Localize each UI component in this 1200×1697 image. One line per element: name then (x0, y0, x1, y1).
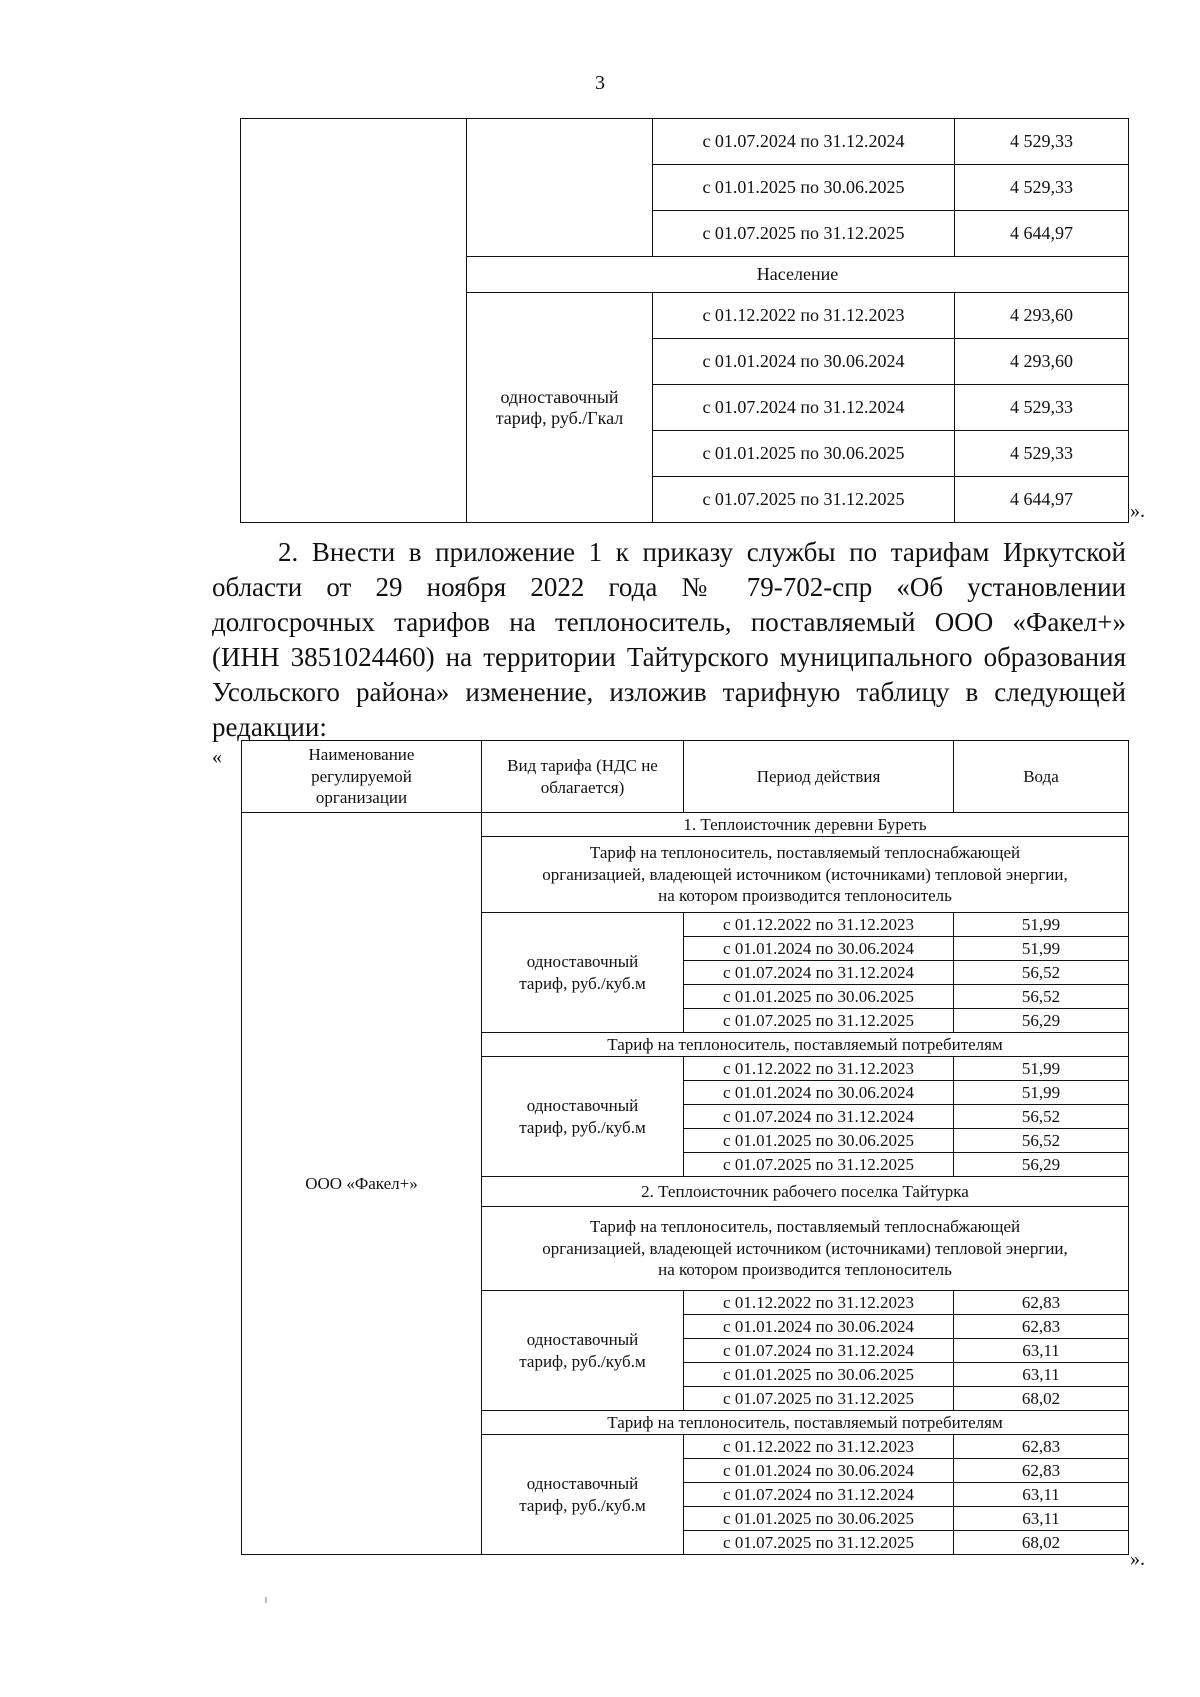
closing-quote: ». (1130, 500, 1145, 522)
period-cell: с 01.12.2022 по 31.12.2023 (684, 1435, 954, 1459)
value-cell: 56,52 (954, 1105, 1129, 1129)
value-cell: 4 293,60 (955, 293, 1129, 339)
period-cell: с 01.07.2024 по 31.12.2024 (653, 385, 955, 431)
value-cell: 63,11 (954, 1339, 1129, 1363)
period-cell: с 01.01.2024 по 30.06.2024 (653, 339, 955, 385)
value-cell: 51,99 (954, 1057, 1129, 1081)
period-cell: с 01.07.2024 по 31.12.2024 (684, 1339, 954, 1363)
org-name-cell: ООО «Факел+» (242, 813, 482, 1555)
value-cell: 62,83 (954, 1459, 1129, 1483)
period-cell: с 01.07.2024 по 31.12.2024 (684, 961, 954, 985)
value-cell: 51,99 (954, 1081, 1129, 1105)
value-cell: 4 529,33 (955, 431, 1129, 477)
period-cell: с 01.07.2024 по 31.12.2024 (653, 119, 955, 165)
period-cell: с 01.07.2025 по 31.12.2025 (684, 1153, 954, 1177)
header-period: Период действия (684, 741, 954, 813)
header-type: Вид тарифа (НДС не облагается) (482, 741, 684, 813)
value-cell: 63,11 (954, 1363, 1129, 1387)
period-cell: с 01.07.2025 по 31.12.2025 (684, 1531, 954, 1555)
value-cell: 63,11 (954, 1507, 1129, 1531)
value-cell: 4 529,33 (955, 119, 1129, 165)
value-cell: 4 644,97 (955, 477, 1129, 523)
period-cell: с 01.01.2025 по 30.06.2025 (653, 431, 955, 477)
closing-quote: ». (1130, 1548, 1145, 1570)
value-cell: 56,52 (954, 1129, 1129, 1153)
value-cell: 56,52 (954, 961, 1129, 985)
value-cell: 4 529,33 (955, 385, 1129, 431)
period-cell: с 01.12.2022 по 31.12.2023 (684, 913, 954, 937)
value-cell: 68,02 (954, 1531, 1129, 1555)
period-cell: с 01.12.2022 по 31.12.2023 (653, 293, 955, 339)
page-number: 3 (595, 72, 605, 94)
period-cell: с 01.01.2024 по 30.06.2024 (684, 1315, 954, 1339)
tariff-type-cell: одноставочный тариф, руб./куб.м (482, 913, 684, 1033)
value-cell: 62,83 (954, 1435, 1129, 1459)
header-water: Вода (954, 741, 1129, 813)
amendment-paragraph: 2. Внести в приложение 1 к приказу службы по тарифам Иркутской области от 29 ноября 2022 года № 79-702-спр «Об установлении долгосрочных тарифов на теплоноситель, поставляемый ООО «Факел+» (ИНН 3851024460) на территории Тайтурского муниципального образования Усольского района» изменение, изложив тарифную таблицу в следующей редакции: (212, 537, 1126, 742)
period-cell: с 01.07.2025 по 31.12.2025 (684, 1387, 954, 1411)
value-cell: 68,02 (954, 1387, 1129, 1411)
tariff-table-water (241, 740, 1129, 1555)
org-cell-empty (241, 119, 467, 523)
period-cell: с 01.01.2025 по 30.06.2025 (684, 1363, 954, 1387)
value-cell: 62,83 (954, 1291, 1129, 1315)
period-cell: с 01.07.2025 по 31.12.2025 (653, 211, 955, 257)
period-cell: с 01.01.2025 по 30.06.2025 (684, 1507, 954, 1531)
period-cell: с 01.01.2024 по 30.06.2024 (684, 1081, 954, 1105)
tariff-type-cell: одноставочный тариф, руб./куб.м (482, 1435, 684, 1555)
period-cell: с 01.07.2024 по 31.12.2024 (684, 1105, 954, 1129)
scan-mark (265, 1597, 267, 1603)
header-org: Наименование регулируемой организации (242, 741, 482, 813)
period-cell: с 01.12.2022 по 31.12.2023 (684, 1291, 954, 1315)
period-cell: с 01.01.2024 по 30.06.2024 (684, 1459, 954, 1483)
period-cell: с 01.07.2025 по 31.12.2025 (653, 477, 955, 523)
value-cell: 56,52 (954, 985, 1129, 1009)
period-cell: с 01.01.2025 по 30.06.2025 (653, 165, 955, 211)
tariff-type-cell: одноставочный тариф, руб./куб.м (482, 1057, 684, 1177)
value-cell: 4 293,60 (955, 339, 1129, 385)
period-cell: с 01.07.2024 по 31.12.2024 (684, 1483, 954, 1507)
source-title: 1. Теплоисточник деревни Буреть (482, 813, 1129, 837)
value-cell: 4 529,33 (955, 165, 1129, 211)
period-cell: с 01.01.2024 по 30.06.2024 (684, 937, 954, 961)
value-cell: 62,83 (954, 1315, 1129, 1339)
consumer-tariff-label: Тариф на теплоноситель, поставляемый потребителям (482, 1411, 1129, 1435)
period-cell: с 01.12.2022 по 31.12.2023 (684, 1057, 954, 1081)
period-cell: с 01.07.2025 по 31.12.2025 (684, 1009, 954, 1033)
tariff-type-cell: одноставочный тариф, руб./Гкал (467, 293, 653, 523)
source-title: 2. Теплоисточник рабочего поселка Тайтурка (482, 1177, 1129, 1207)
period-cell: с 01.01.2025 по 30.06.2025 (684, 1129, 954, 1153)
tariff-type-cell: одноставочный тариф, руб./куб.м (482, 1291, 684, 1411)
period-cell: с 01.01.2025 по 30.06.2025 (684, 985, 954, 1009)
supplier-tariff-label: Тариф на теплоноситель, поставляемый теплоснабжающей организацией, владеющей источником (источниками) тепловой энергии, на котором производится теплоноситель (482, 837, 1129, 913)
value-cell: 4 644,97 (955, 211, 1129, 257)
value-cell: 63,11 (954, 1483, 1129, 1507)
supplier-tariff-label: Тариф на теплоноситель, поставляемый теплоснабжающей организацией, владеющей источником (источниками) тепловой энергии, на котором производится теплоноситель (482, 1207, 1129, 1291)
consumer-tariff-label: Тариф на теплоноситель, поставляемый потребителям (482, 1033, 1129, 1057)
value-cell: 51,99 (954, 913, 1129, 937)
value-cell: 51,99 (954, 937, 1129, 961)
section-label: Население (467, 257, 1129, 293)
tariff-table-continued (240, 118, 1129, 523)
value-cell: 56,29 (954, 1153, 1129, 1177)
value-cell: 56,29 (954, 1009, 1129, 1033)
tariff-cell-empty (467, 119, 653, 257)
opening-quote: « (212, 746, 222, 768)
